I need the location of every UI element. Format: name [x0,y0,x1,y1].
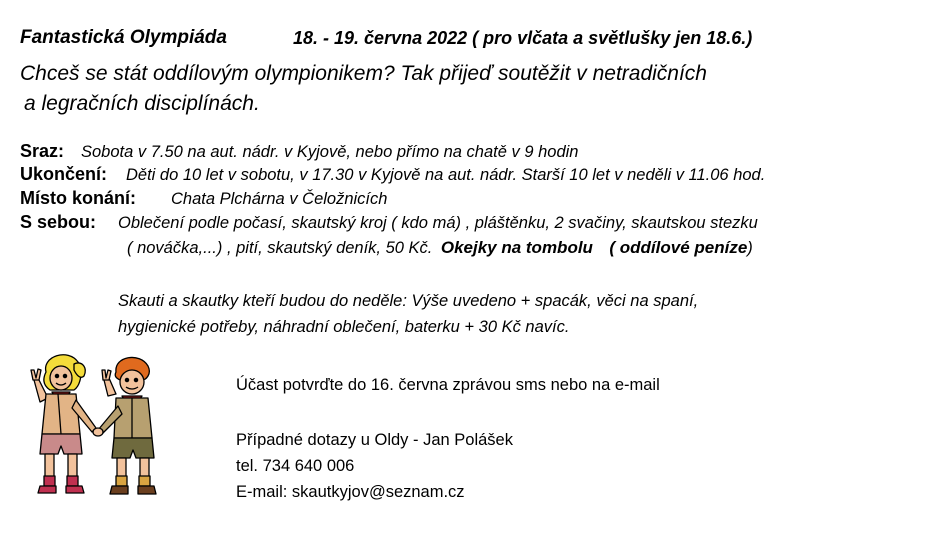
ukonceni-value: Děti do 10 let v sobotu, v 17.30 v Kyjově na aut. nádr. Starší 10 let v neděli v 11.06 hod. [126,166,766,184]
ukonceni-label: Ukončení: [20,164,108,184]
boy-scout-figure [93,357,156,494]
closing-paren: ) [747,239,753,257]
tombola-emphasis: Okejky na tombolu [440,238,593,257]
sebou-line-1: Oblečení podle počasí, skautský kroj ( kdo má) , pláštěnku, 2 svačiny, skautskou stezku [118,214,758,232]
phone-text: tel. 734 640 006 [236,457,355,475]
email-text: E-mail: skautkyjov@seznam.cz [236,483,465,501]
intro-line-2: a legračních disciplínách. [24,92,260,115]
sebou-line-2-text: ( nováčka,...) , pití, skautský deník, 50 Kč. [127,239,433,257]
girl-scout-figure [31,355,96,493]
page-title: Fantastická Olympiáda [20,27,227,48]
oddilove-penize-emphasis: ( oddílové peníze [609,238,748,257]
misto-label: Místo konání: [20,188,136,208]
sebou-label: S sebou: [20,212,97,232]
event-date: 18. - 19. června 2022 ( pro vlčata a světlušky jen 18.6.) [293,28,753,48]
sraz-value: Sobota v 7.50 na aut. nádr. v Kyjově, nebo přímo na chatě v 9 hodin [81,143,579,161]
note-line-1: Skauti a skautky kteří budou do neděle: Výše uvedeno + spacák, věci na spaní, [118,292,699,310]
misto-value: Chata Plchárna v Čeložnicích [171,190,388,208]
confirm-text: Účast potvrďte do 16. června zprávou sms nebo na e-mail [236,376,660,394]
scouts-illustration [28,350,176,520]
sraz-label: Sraz: [20,141,65,161]
note-line-2: hygienické potřeby, náhradní oblečení, baterku + 30 Kč navíc. [118,318,570,336]
questions-text: Případné dotazy u Oldy - Jan Polášek [236,431,513,449]
intro-line-1: Chceš se stát oddílovým olympionikem? Tak přijeď soutěžit v netradičních [20,62,707,85]
sebou-line-2 [127,238,753,258]
